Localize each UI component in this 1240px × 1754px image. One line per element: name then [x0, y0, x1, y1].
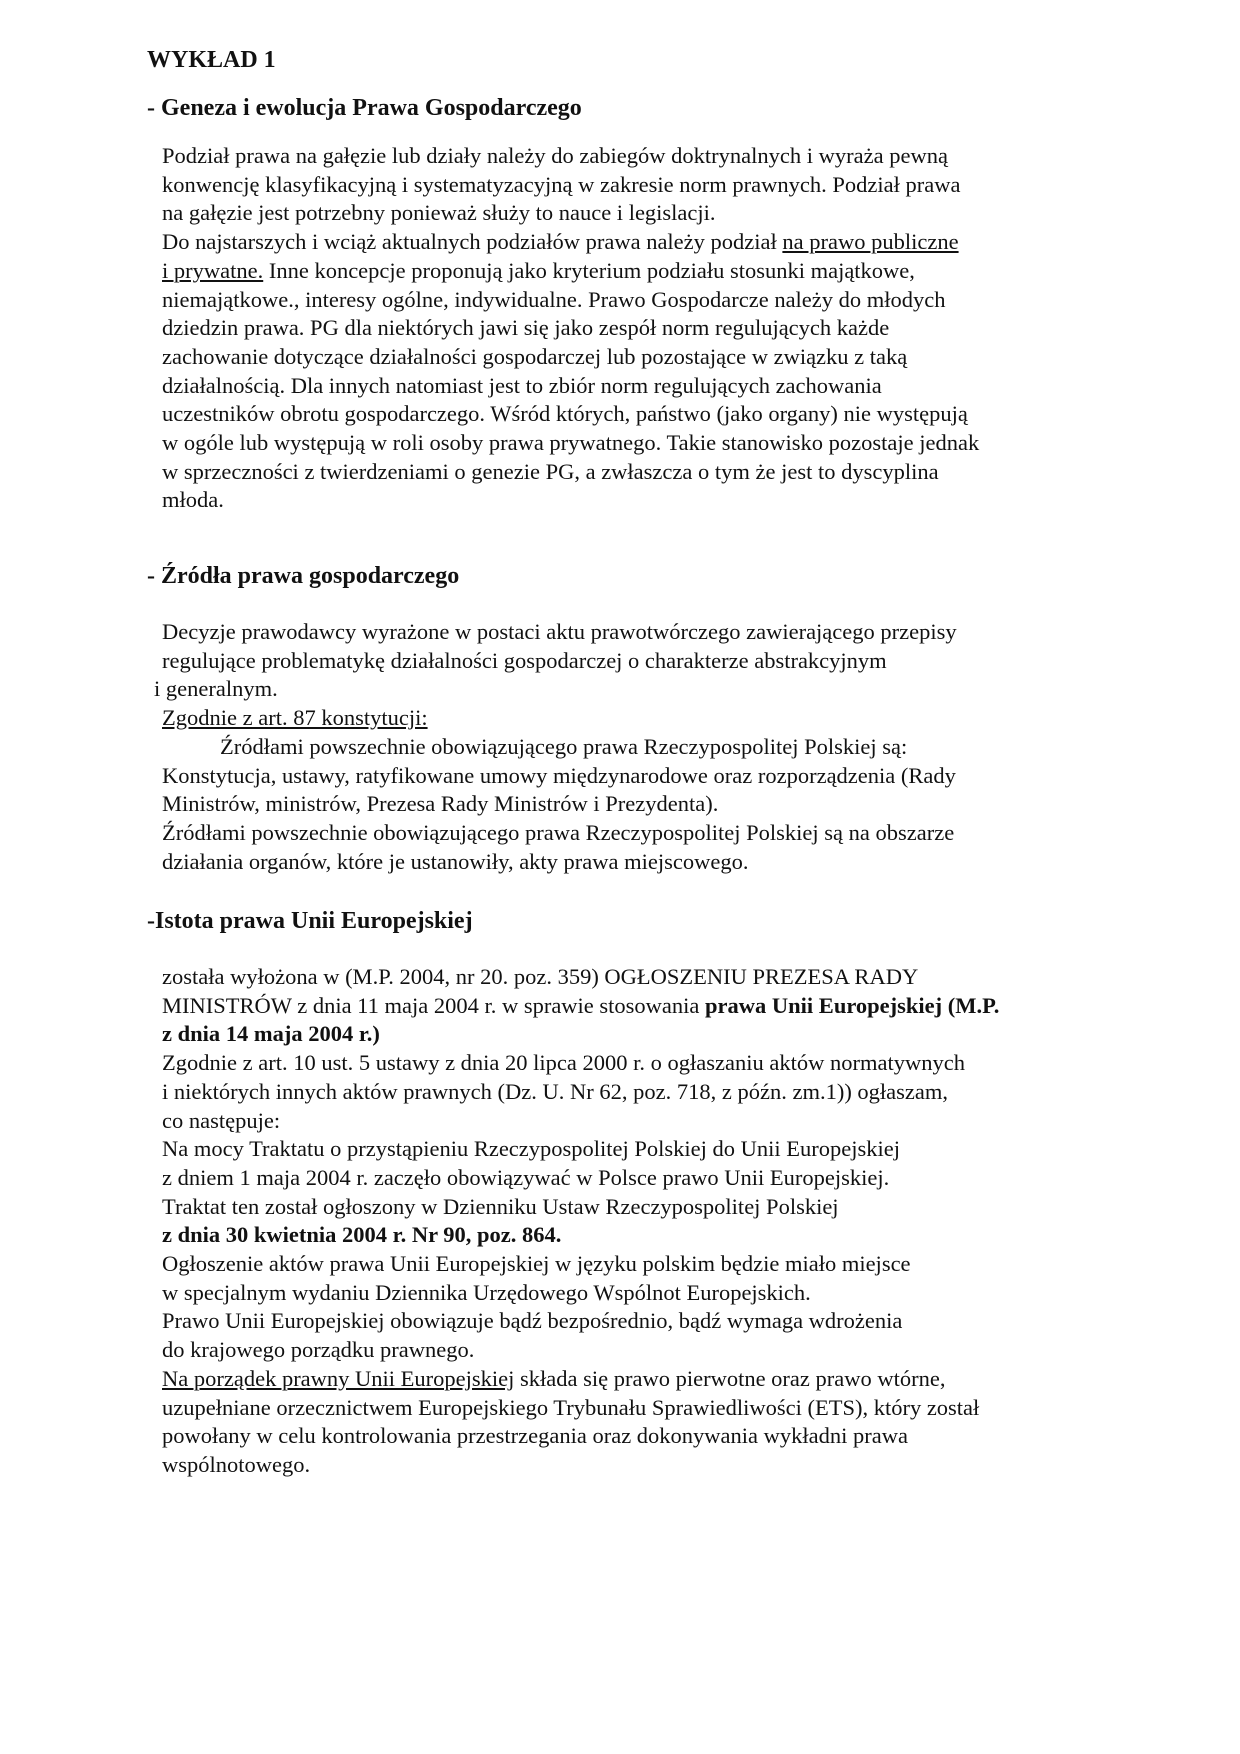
text-line: powołany w celu kontrolowania przestrzegania oraz dokonywania wykładni prawa: [162, 1423, 908, 1449]
text-line: [162, 1365, 1122, 1394]
text-line: działalnością. Dla innych natomiast jest to zbiór norm regulujących zachowania: [162, 372, 882, 398]
text-line: Zgodnie z art. 10 ust. 5 ustawy z dnia 20 lipca 2000 r. o ogłaszaniu aktów normatywnych: [162, 1050, 965, 1076]
text-line: [162, 992, 1122, 1021]
section-body-zrodla: [154, 618, 1122, 876]
text-segment: Inne koncepcje proponują jako kryterium podziału stosunki majątkowe,: [263, 257, 915, 283]
text-line: Ministrów, ministrów, Prezesa Rady Ministrów i Prezydenta).: [162, 791, 719, 817]
text-line: uczestników obrotu gospodarczego. Wśród których, państwo (jako organy) nie występują: [162, 401, 968, 427]
text-line: Na mocy Traktatu o przystąpieniu Rzeczypospolitej Polskiej do Unii Europejskiej: [162, 1136, 901, 1162]
text-segment: Do najstarszych i wciąż aktualnych podziałów prawa należy podział: [162, 229, 783, 255]
section-heading-zrodla: - Źródła prawa gospodarczego: [147, 563, 460, 589]
text-line: niemajątkowe., interesy ogólne, indywidualne. Prawo Gospodarcze należy do młodych: [162, 286, 946, 312]
section-body-istota: [162, 963, 1122, 1480]
text-line: Ogłoszenie aktów prawa Unii Europejskiej w języku polskim będzie miało miejsce: [162, 1251, 911, 1277]
text-line: w ogóle lub występują w roli osoby prawa prywatnego. Takie stanowisko pozostaje jednak: [162, 430, 980, 456]
text-line: działania organów, które je ustanowiły, akty prawa miejscowego.: [162, 848, 749, 874]
text-line: w sprzeczności z twierdzeniami o genezie PG, a zwłaszcza o tym że jest to dyscyplina: [162, 458, 939, 484]
text-line: Konstytucja, ustawy, ratyfikowane umowy międzynarodowe oraz rozporządzenia (Rady: [162, 762, 956, 788]
section-heading-geneza: - Geneza i ewolucja Prawa Gospodarczego: [147, 95, 582, 121]
text-segment: składa się prawo pierwotne oraz prawo wtórne,: [514, 1365, 946, 1391]
bold-text: z dnia 30 kwietnia 2004 r. Nr 90, poz. 864.: [162, 1222, 562, 1248]
text-line: uzupełniane orzecznictwem Europejskiego Trybunału Sprawiedliwości (ETS), który został: [162, 1394, 980, 1420]
text-line: została wyłożona w (M.P. 2004, nr 20. poz. 359) OGŁOSZENIU PREZESA RADY: [162, 964, 919, 989]
underlined-text: Zgodnie z art. 87 konstytucji:: [162, 705, 428, 731]
text-line: konwencję klasyfikacyjną i systematyzacyjną w zakresie norm prawnych. Podział prawa: [162, 171, 961, 197]
underlined-text: na prawo publiczne: [782, 229, 959, 255]
text-line: Prawo Unii Europejskiej obowiązuje bądź bezpośrednio, bądź wymaga wdrożenia: [162, 1308, 903, 1334]
underlined-text: i prywatne.: [162, 257, 264, 283]
text-line: [162, 228, 1122, 257]
text-line: młoda.: [162, 487, 224, 513]
text-line: na gałęzie jest potrzebny ponieważ służy to nauce i legislacji.: [162, 200, 716, 226]
text-line: wspólnotowego.: [162, 1451, 311, 1477]
text-line: z dniem 1 maja 2004 r. zaczęło obowiązywać w Polsce prawo Unii Europejskiej.: [162, 1164, 890, 1190]
text-line: do krajowego porządku prawnego.: [162, 1337, 475, 1363]
text-line: Źródłami powszechnie obowiązującego prawa Rzeczypospolitej Polskiej są na obszarze: [162, 819, 955, 845]
text-line: Źródłami powszechnie obowiązującego prawa Rzeczypospolitej Polskiej są:: [220, 733, 908, 759]
section-heading-istota: -Istota prawa Unii Europejskiej: [147, 908, 473, 934]
text-line: dziedzin prawa. PG dla niektórych jawi się jako zespół norm regulujących każde: [162, 315, 890, 341]
text-line: i generalnym.: [154, 676, 278, 702]
text-line: [162, 257, 1122, 286]
text-line: regulujące problematykę działalności gospodarczej o charakterze abstrakcyjnym: [162, 647, 887, 673]
bold-text: z dnia 14 maja 2004 r.): [162, 1021, 380, 1047]
document-title: WYKŁAD 1: [147, 47, 276, 73]
text-segment: MINISTRÓW z dnia 11 maja 2004 r. w sprawie stosowania: [162, 992, 706, 1018]
text-line: i niektórych innych aktów prawnych (Dz. U. Nr 62, poz. 718, z późn. zm.1)) ogłaszam,: [162, 1078, 949, 1104]
underlined-text: Na porządek prawny Unii Europejskiej: [162, 1365, 515, 1391]
text-line: Podział prawa na gałęzie lub działy należy do zabiegów doktrynalnych i wyraża pewną: [162, 143, 948, 168]
section-body-geneza: [162, 142, 1122, 515]
bold-text: prawa Unii Europejskiej (M.P.: [705, 992, 1000, 1018]
text-line: co następuje:: [162, 1107, 281, 1133]
text-line: w specjalnym wydaniu Dziennika Urzędowego Wspólnot Europejskich.: [162, 1279, 811, 1305]
text-line: zachowanie dotyczące działalności gospodarczej lub pozostające w związku z taką: [162, 343, 908, 369]
text-line: Decyzje prawodawcy wyrażone w postaci aktu prawotwórczego zawierającego przepisy: [162, 619, 957, 644]
text-line: Traktat ten został ogłoszony w Dzienniku Ustaw Rzeczypospolitej Polskiej: [162, 1193, 839, 1219]
